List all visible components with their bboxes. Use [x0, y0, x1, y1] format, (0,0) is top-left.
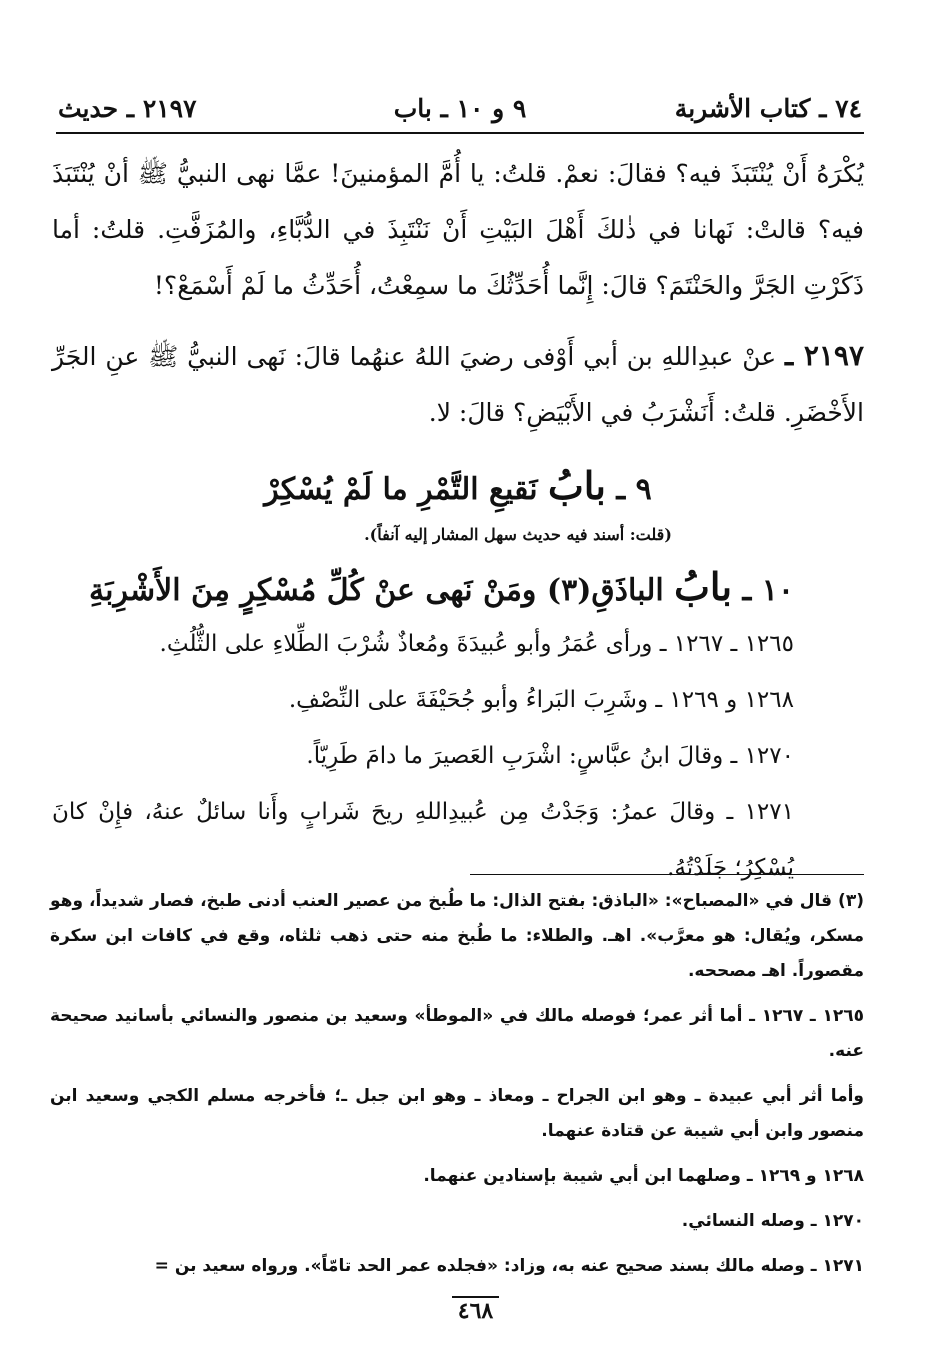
hadith-2197	[52, 328, 864, 441]
footnotes	[50, 884, 864, 1294]
header-divider	[56, 132, 864, 134]
footnote-1270: ١٢٧٠ ـ وصله النسائي.	[681, 1211, 864, 1231]
header-chapter-ref: ٩ و ١٠ ـ باب	[393, 94, 527, 123]
chapter-9-title: نَقيعِ التَّمْرِ ما لَمْ يُسْكِرْ	[264, 472, 538, 507]
hadith-number: ٢١٩٧ ـ	[785, 339, 864, 372]
chapter-10-bab: بابُ	[674, 564, 733, 609]
chapter-9-bab: بابُ	[548, 463, 606, 508]
hadith-text: عنْ عبدِاللهِ بن أبي أَوْفى رضيَ اللهُ عنهُما قالَ: نَهى النبيُّ ﷺ عنِ الجَرِّ الأَخْضَرِ. قلتُ: أَنَشْرَبُ في الأَبْيَضِ؟ قالَ: لا.	[52, 342, 864, 427]
footnote-1268-1269: ١٢٦٨ و ١٢٦٩ ـ وصلهما ابن أبي شيبة بإسنادين عنهما.	[423, 1166, 864, 1186]
chapter-9-number: ٩ ـ	[616, 472, 652, 507]
running-header	[58, 94, 862, 128]
continuation-paragraph: يُكْرَهُ أَنْ يُنْتَبَذَ فيه؟ فقالَ: نعمْ. قلتُ: يا أُمَّ المؤمنينَ! عمَّا نهى النبيُّ ﷺ أنْ يُنْتَبَذَ فيه؟ قالتْ: نَهانا في ذٰلكَ أَهْلَ البَيْتِ أَنْ نَنْتَبِذَ في الدُّبَّاءِ، والمُزَفَّتِ. قلتُ: أما ذَكَرْتِ الجَرَّ والحَنْتَمَ؟ قالَ: إِنَّما أُحَدِّثُكَ ما سمِعْتُ، أُحَدِّثُ ما لَمْ أَسْمَعْ؟!	[52, 159, 864, 300]
header-book-title: ٧٤ ـ كتاب الأشربة	[674, 94, 862, 123]
footnote-1265-1267: ١٢٦٥ ـ ١٢٦٧ ـ أما أثر عمر؛ فوصله مالك في «الموطأ» وسعيد بن منصور والنسائي بأسانيد صحيحة عنه.	[50, 1006, 864, 1061]
athar-1265-1267: ١٢٦٥ ـ ١٢٦٧ ـ ورأى عُمَرُ وأبو عُبيدَةَ ومُعاذٌ شُرْبَ الطِّلاءِ على الثُّلُثِ.	[159, 631, 794, 657]
chapter-9-note: (قلت: أسند فيه حديث سهل المشار إليه آنفاً).	[364, 525, 672, 544]
chapter-10-heading	[52, 562, 864, 616]
athar-1271: ١٢٧١ ـ وقالَ عمرُ: وَجَدْتُ مِن عُبيدِاللهِ ريحَ شَرابٍ وأَنا سائلٌ عنهُ، فإِنْ كانَ يُسْكِرُ؛ جَلَدْتُهُ.	[52, 799, 794, 881]
footnote-abu-ubaida: وأما أثر أبي عبيدة ـ وهو ابن الجراح ـ ومعاذ ـ وهو ابن جبل ـ؛ فأخرجه مسلم الكجي وسعيد ابن منصور وابن أبي شيبة عن قتادة عنهما.	[50, 1086, 864, 1141]
athar-1270: ١٢٧٠ ـ وقالَ ابنُ عبَّاسٍ: اشْرَبِ العَصيرَ ما دامَ طَرِيّاً.	[306, 743, 794, 769]
main-text	[52, 146, 864, 896]
footnote-1271: ١٢٧١ ـ وصله مالك بسند صحيح عنه به، وزاد: «فجلده عمر الحد تامّاً». ورواه سعيد بن =	[154, 1256, 864, 1276]
page-number	[0, 1298, 951, 1324]
chapter-9-heading	[52, 461, 864, 515]
footnote-3: (٣) قال في «المصباح»: «الباذق: بفتح الذال: ما طُبخ من عصير العنب أدنى طبخ، فصار شديداً، وهو مسكر، ويُقال: هو معرَّب». اهـ. والطلاء: ما طُبخ منه حتى ذهب ثلثاه، وقع في كافات ابن سكرة مقصوراً. اهـ مصححه.	[50, 891, 864, 981]
athar-1268-1269: ١٢٦٨ و ١٢٦٩ ـ وشَرِبَ البَراءُ وأبو جُحَيْفَةَ على النِّصْفِ.	[288, 687, 794, 713]
chapter-10-number: ١٠ ـ	[742, 573, 794, 608]
footnote-divider	[470, 874, 864, 875]
header-hadith-ref: ٢١٩٧ ـ حديث	[58, 94, 197, 123]
page-number-text: ٤٦٨	[452, 1296, 499, 1324]
chapter-10-title: الباذَقِ(٣) ومَنْ نَهى عنْ كُلِّ مُسْكِرٍ مِنَ الأَشْرِبَةِ	[89, 573, 664, 608]
